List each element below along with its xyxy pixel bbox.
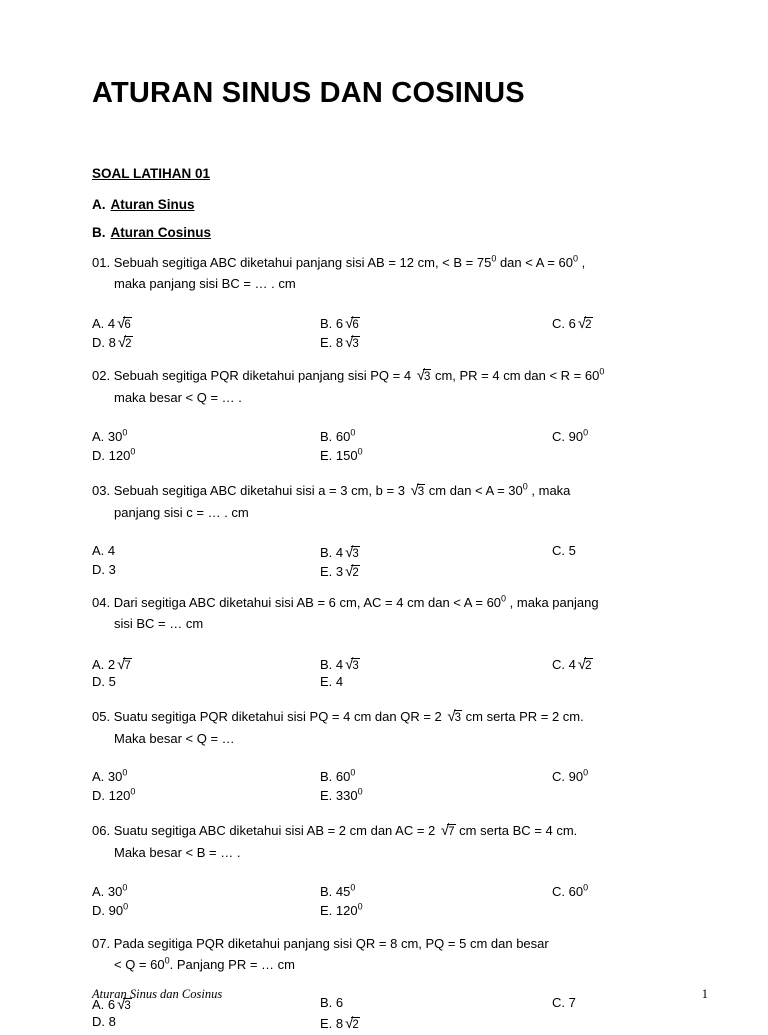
option-row xyxy=(92,332,708,351)
option-e xyxy=(320,1013,360,1035)
degree-sup: 0 xyxy=(130,786,136,797)
radical-icon: √3 xyxy=(345,544,359,562)
option-value: 5 xyxy=(568,543,576,559)
option-a xyxy=(92,883,127,902)
question-07-line2 xyxy=(114,956,708,975)
option-key: B. xyxy=(320,995,333,1011)
question-02-line2: maka besar < Q = … . xyxy=(114,390,242,406)
option-row xyxy=(92,428,708,447)
radical-icon: √6 xyxy=(345,315,359,333)
option-row xyxy=(92,883,708,902)
radical-icon: √2 xyxy=(577,315,592,333)
option-c xyxy=(552,883,588,902)
option-e xyxy=(320,673,343,692)
question-05-number: 05. xyxy=(92,708,111,724)
radical-icon: √3 xyxy=(447,707,462,725)
option-value: 5 xyxy=(108,673,116,689)
question-07-line2-post: . Panjang PR = … cm xyxy=(169,956,295,972)
question-01-sup2: 0 xyxy=(572,253,578,264)
option-key: C. xyxy=(552,883,565,899)
option-key: D. xyxy=(92,335,105,351)
question-07 xyxy=(92,935,708,1033)
option-coeff: 8 xyxy=(335,335,344,351)
radical-icon: √7 xyxy=(440,822,455,840)
option-coeff: 8 xyxy=(108,335,116,351)
degree-sup: 0 xyxy=(164,955,170,966)
option-row xyxy=(92,1013,708,1032)
option-value: 7 xyxy=(568,995,576,1011)
radical-icon: √2 xyxy=(117,334,132,352)
option-key: A. xyxy=(92,997,105,1013)
radical-icon: √2 xyxy=(345,563,359,581)
option-key: B. xyxy=(320,769,333,785)
option-e xyxy=(320,787,363,806)
question-02-text2: cm, PR = 4 cm dan < R = 60 xyxy=(431,368,600,384)
option-a xyxy=(92,768,127,787)
question-02 xyxy=(92,365,708,465)
question-04-text: Dari segitiga ABC diketahui sisi AB = 6 cm, AC = 4 cm dan < A = 60 xyxy=(113,595,502,611)
question-06-options xyxy=(92,883,708,921)
radical-icon: √7 xyxy=(117,655,131,673)
option-value: 120 xyxy=(108,447,131,463)
option-key: C. xyxy=(552,428,565,444)
option-key: A. xyxy=(92,769,105,785)
option-coeff: 4 xyxy=(335,545,344,561)
option-a xyxy=(92,542,115,561)
option-key: E. xyxy=(320,564,333,580)
option-row xyxy=(92,673,708,692)
footer-title: Aturan Sinus dan Cosinus xyxy=(92,987,223,1001)
radical-icon: √2 xyxy=(345,1015,359,1033)
radical-icon: √2 xyxy=(577,655,592,673)
question-04 xyxy=(92,594,708,692)
option-value: 90 xyxy=(108,902,124,918)
option-row xyxy=(92,654,708,673)
option-value: 90 xyxy=(568,769,584,785)
option-key: E. xyxy=(320,1016,333,1032)
option-key: D. xyxy=(92,673,105,689)
option-e xyxy=(320,332,360,354)
option-key: E. xyxy=(320,902,333,918)
subheading-b-text: Aturan Cosinus xyxy=(110,224,212,240)
option-coeff: 2 xyxy=(107,656,116,672)
option-key: C. xyxy=(552,543,565,559)
option-key: A. xyxy=(92,656,105,672)
option-d xyxy=(92,447,135,466)
question-05-text: Suatu segitiga PQR diketahui sisi PQ = 4 cm dan QR = 2 xyxy=(113,708,446,724)
option-a xyxy=(92,428,127,447)
option-d xyxy=(92,902,128,921)
option-value: 60 xyxy=(335,769,351,785)
degree-sup: 0 xyxy=(350,767,356,778)
question-03-options xyxy=(92,542,708,580)
option-key: E. xyxy=(320,335,333,351)
subheading-a-text: Aturan Sinus xyxy=(110,196,195,212)
option-coeff: 4 xyxy=(107,316,116,332)
radical-icon: √3 xyxy=(345,655,359,673)
option-c xyxy=(552,768,588,787)
option-value: 30 xyxy=(107,769,123,785)
question-03-line2: panjang sisi c = … . cm xyxy=(114,504,249,520)
question-01-line2: maka panjang sisi BC = … . cm xyxy=(114,275,296,291)
question-07-line2-pre: < Q = 60 xyxy=(114,956,165,972)
question-06-text: Suatu segitiga ABC diketahui sisi AB = 2 cm dan AC = 2 xyxy=(113,823,439,839)
degree-sup: 0 xyxy=(357,446,363,457)
option-key: B. xyxy=(320,428,333,444)
option-e xyxy=(320,902,363,921)
radical-icon: √3 xyxy=(410,481,425,499)
option-row xyxy=(92,561,708,580)
question-05 xyxy=(92,706,708,806)
option-key: D. xyxy=(92,788,105,804)
question-04-sup: 0 xyxy=(501,593,507,604)
option-row xyxy=(92,313,708,332)
option-value: 4 xyxy=(335,673,344,689)
question-05-stem xyxy=(92,706,708,728)
question-05-line2: Maka besar < Q = … xyxy=(114,730,235,746)
option-value: 60 xyxy=(335,428,351,444)
question-06 xyxy=(92,820,708,920)
question-07-number: 07. xyxy=(92,935,111,951)
question-03-tail: , maka xyxy=(527,482,571,498)
option-b xyxy=(320,428,355,447)
degree-sup: 0 xyxy=(583,427,589,438)
question-01 xyxy=(92,254,708,352)
subheading-b-label: B. xyxy=(92,224,106,240)
question-01-text: Sebuah segitiga ABC diketahui panjang sisi AB = 12 cm, < B = 75 xyxy=(113,254,492,270)
page-title: ATURAN SINUS DAN COSINUS xyxy=(92,77,525,109)
question-07-stem xyxy=(92,935,708,954)
degree-sup: 0 xyxy=(130,446,136,457)
option-value: 90 xyxy=(568,428,584,444)
radical-icon: √3 xyxy=(345,334,359,352)
radical-icon: √6 xyxy=(117,315,131,333)
option-e xyxy=(320,447,363,466)
page-number: 1 xyxy=(701,987,708,1001)
option-value: 6 xyxy=(335,995,344,1011)
degree-sup: 0 xyxy=(122,882,128,893)
option-value: 30 xyxy=(107,883,123,899)
question-01-sup1: 0 xyxy=(491,253,497,264)
option-key: D. xyxy=(92,562,105,578)
option-value: 120 xyxy=(335,902,358,918)
option-row xyxy=(92,902,708,921)
option-row xyxy=(92,542,708,561)
option-value: 330 xyxy=(335,788,358,804)
question-04-stem xyxy=(92,594,708,613)
question-02-stem xyxy=(92,365,708,387)
page-footer xyxy=(92,987,708,1002)
option-key: B. xyxy=(320,656,333,672)
question-01-stem xyxy=(92,254,708,273)
question-04-tail: , maka panjang xyxy=(506,595,599,611)
option-key: D. xyxy=(92,1014,105,1030)
option-key: E. xyxy=(320,673,333,689)
degree-sup: 0 xyxy=(583,882,589,893)
subheading-b xyxy=(92,225,708,240)
question-01-mid: dan < A = 60 xyxy=(496,254,573,270)
degree-sup: 0 xyxy=(122,767,128,778)
option-row xyxy=(92,447,708,466)
option-d xyxy=(92,1013,116,1032)
option-coeff: 4 xyxy=(568,656,576,672)
option-coeff: 8 xyxy=(335,1016,344,1032)
question-02-sup: 0 xyxy=(599,367,605,378)
question-06-stem xyxy=(92,820,708,842)
radical-icon: √3 xyxy=(117,996,131,1014)
question-04-options xyxy=(92,654,708,692)
question-06-number: 06. xyxy=(92,823,111,839)
option-d xyxy=(92,673,116,692)
degree-sup: 0 xyxy=(350,882,356,893)
question-01-tail: , xyxy=(577,254,586,270)
option-key: C. xyxy=(552,995,565,1011)
option-key: A. xyxy=(92,316,105,332)
question-02-number: 02. xyxy=(92,368,111,384)
degree-sup: 0 xyxy=(357,901,363,912)
question-07-text: Pada segitiga PQR diketahui panjang sisi QR = 8 cm, PQ = 5 cm dan besar xyxy=(113,935,549,951)
option-value: 45 xyxy=(335,883,351,899)
option-b xyxy=(320,768,355,787)
option-c xyxy=(552,428,588,447)
option-value: 30 xyxy=(107,428,123,444)
option-key: C. xyxy=(552,769,565,785)
option-key: A. xyxy=(92,883,105,899)
option-coeff: 6 xyxy=(568,316,576,332)
option-key: D. xyxy=(92,447,105,463)
question-03-stem xyxy=(92,480,708,502)
option-key: D. xyxy=(92,902,105,918)
option-d xyxy=(92,332,133,354)
question-06-text2: cm serta BC = 4 cm. xyxy=(455,823,578,839)
option-key: E. xyxy=(320,447,333,463)
option-e xyxy=(320,561,360,583)
option-row xyxy=(92,768,708,787)
question-02-text: Sebuah segitiga PQR diketahui panjang sisi PQ = 4 xyxy=(113,368,415,384)
subheading-a xyxy=(92,197,708,212)
option-coeff: 4 xyxy=(335,656,344,672)
question-03-text: Sebuah segitiga ABC diketahui sisi a = 3 cm, b = 3 xyxy=(113,482,409,498)
option-key: C. xyxy=(552,656,565,672)
question-03-text2: cm dan < A = 30 xyxy=(425,482,523,498)
option-key: C. xyxy=(552,316,565,332)
option-c xyxy=(552,542,576,561)
question-05-text2: cm serta PR = 2 cm. xyxy=(462,708,584,724)
option-coeff: 3 xyxy=(335,564,344,580)
section-heading: SOAL LATIHAN 01 xyxy=(92,165,211,181)
degree-sup: 0 xyxy=(583,767,589,778)
radical-icon: √3 xyxy=(416,367,431,385)
option-value: 120 xyxy=(108,788,131,804)
question-04-number: 04. xyxy=(92,595,111,611)
option-key: B. xyxy=(320,883,333,899)
option-key: A. xyxy=(92,428,105,444)
question-03 xyxy=(92,480,708,580)
option-value: 3 xyxy=(108,562,116,578)
subheading-a-label: A. xyxy=(92,196,106,212)
option-d xyxy=(92,787,135,806)
degree-sup: 0 xyxy=(122,427,128,438)
question-03-sup: 0 xyxy=(522,481,528,492)
question-05-options xyxy=(92,768,708,806)
option-key: B. xyxy=(320,316,333,332)
option-value: 4 xyxy=(107,543,116,559)
question-01-options xyxy=(92,313,708,351)
option-value: 60 xyxy=(568,883,584,899)
question-02-options xyxy=(92,428,708,466)
question-04-line2: sisi BC = … cm xyxy=(114,616,204,632)
option-d xyxy=(92,561,116,580)
option-coeff: 6 xyxy=(107,997,116,1013)
question-01-number: 01. xyxy=(92,254,111,270)
option-key: A. xyxy=(92,543,105,559)
option-key: B. xyxy=(320,545,333,561)
degree-sup: 0 xyxy=(123,901,129,912)
degree-sup: 0 xyxy=(357,786,363,797)
option-b xyxy=(320,883,355,902)
option-coeff: 6 xyxy=(335,316,344,332)
option-key: E. xyxy=(320,788,333,804)
degree-sup: 0 xyxy=(350,427,356,438)
option-value: 150 xyxy=(335,447,358,463)
question-03-number: 03. xyxy=(92,482,111,498)
question-06-line2: Maka besar < B = … . xyxy=(114,845,241,861)
option-row xyxy=(92,787,708,806)
option-value: 8 xyxy=(108,1014,116,1030)
